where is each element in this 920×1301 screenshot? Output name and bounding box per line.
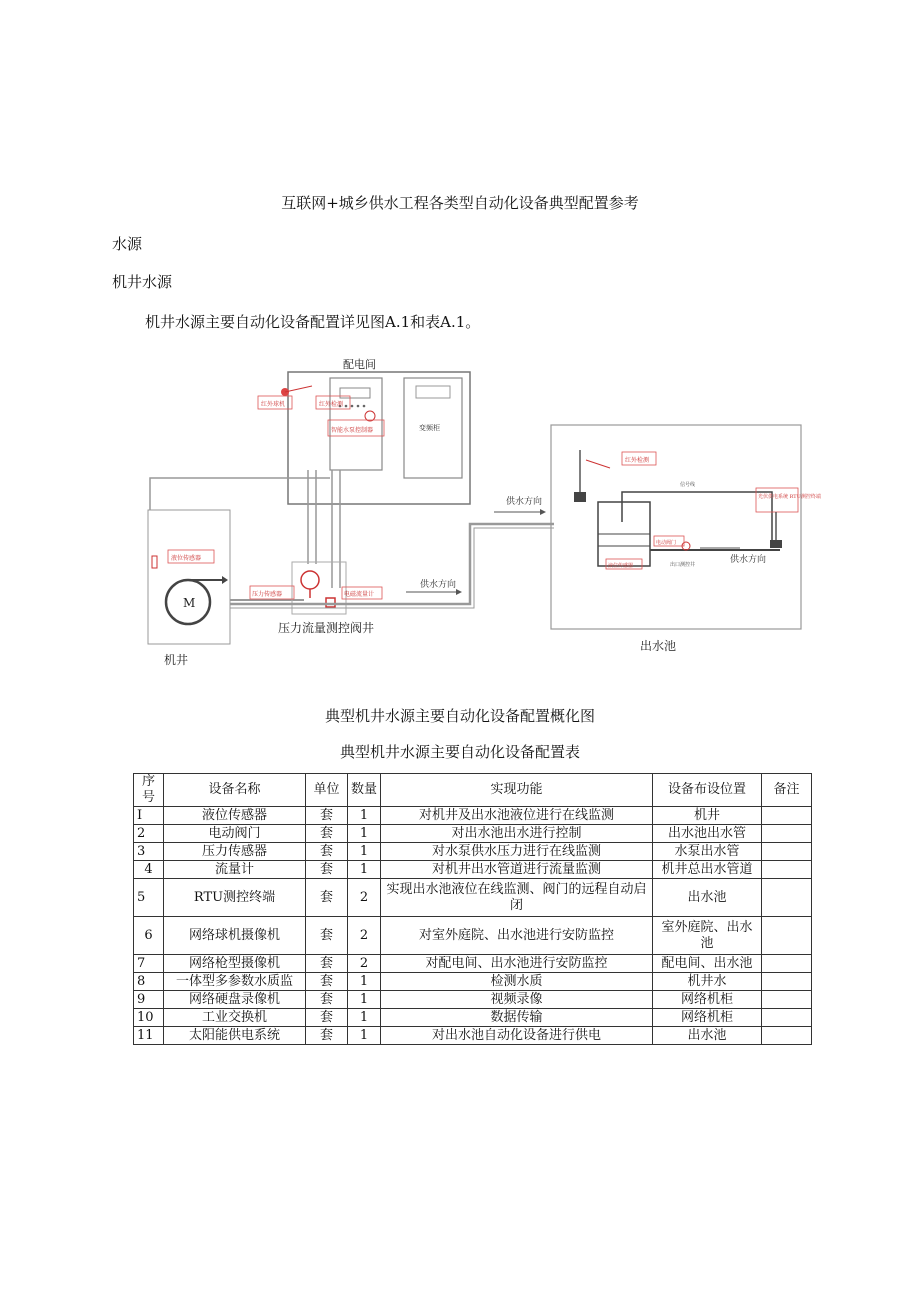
table-cell: 套 bbox=[306, 973, 348, 991]
table-cell bbox=[762, 917, 812, 955]
table-cell: 2 bbox=[348, 955, 381, 973]
table-cell: 出水池 bbox=[653, 879, 762, 917]
table-row bbox=[134, 807, 812, 825]
table-cell: 套 bbox=[306, 1009, 348, 1027]
table-cell: 2 bbox=[348, 879, 381, 917]
table-cell: 液位传感器 bbox=[164, 807, 306, 825]
table-cell: 对室外庭院、出水池进行安防监控 bbox=[381, 917, 653, 955]
table-cell: 对出水池出水进行控制 bbox=[381, 825, 653, 843]
table-row bbox=[134, 879, 812, 917]
table-cell: RTU测控终端 bbox=[164, 879, 306, 917]
header-cell: 设备布设位置 bbox=[653, 774, 762, 807]
table-cell: 1 bbox=[348, 973, 381, 991]
pool-valve-label: 电动阀门 bbox=[656, 540, 677, 546]
header-cell: 数量 bbox=[348, 774, 381, 807]
table-cell bbox=[762, 825, 812, 843]
table-cell: 视频录像 bbox=[381, 991, 653, 1009]
document-title: 互联网+城乡供水工程各类型自动化设备典型配置参考 bbox=[281, 194, 639, 212]
table-row bbox=[134, 917, 812, 955]
row-index: 4 bbox=[134, 861, 164, 879]
table-cell: 实现出水池液位在线监测、阀门的远程自动启闭 bbox=[381, 879, 653, 917]
header-cell: 序号 bbox=[134, 774, 164, 807]
table-cell: 2 bbox=[348, 917, 381, 955]
table-cell: 1 bbox=[348, 1027, 381, 1045]
table-cell: 压力传感器 bbox=[164, 843, 306, 861]
table-cell: 出水池 bbox=[653, 1027, 762, 1045]
table-cell: 对配电间、出水池进行安防监控 bbox=[381, 955, 653, 973]
table-row bbox=[134, 861, 812, 879]
flow-direction-3: 供水方向 bbox=[730, 555, 767, 565]
row-index: 5 bbox=[134, 879, 164, 917]
table-header-row bbox=[134, 774, 812, 807]
header-cell: 设备名称 bbox=[164, 774, 306, 807]
table-cell: 机井总出水管道 bbox=[653, 861, 762, 879]
table-cell: 套 bbox=[306, 825, 348, 843]
row-index: 6 bbox=[134, 917, 164, 955]
flow-direction-1: 供水方向 bbox=[420, 580, 457, 590]
table-cell: 网络枪型摄像机 bbox=[164, 955, 306, 973]
table-cell: 水泵出水管 bbox=[653, 843, 762, 861]
table-cell: 1 bbox=[348, 991, 381, 1009]
row-index: 2 bbox=[134, 825, 164, 843]
table-cell: 数据传输 bbox=[381, 1009, 653, 1027]
table-cell: 1 bbox=[348, 825, 381, 843]
table-cell bbox=[762, 991, 812, 1009]
table-cell: 对机井及出水池液位进行在线监测 bbox=[381, 807, 653, 825]
row-index: 3 bbox=[134, 843, 164, 861]
figure-caption: 典型机井水源主要自动化设备配置概化图 bbox=[324, 707, 595, 725]
table-cell bbox=[762, 843, 812, 861]
table-cell: 套 bbox=[306, 917, 348, 955]
flow-meter-label: 电磁流量计 bbox=[344, 591, 375, 598]
table-cell: 1 bbox=[348, 843, 381, 861]
table-cell bbox=[762, 1009, 812, 1027]
table-cell: 室外庭院、出水池 bbox=[653, 917, 762, 955]
header-cell: 实现功能 bbox=[381, 774, 653, 807]
cabinet-label: 变频柜 bbox=[419, 424, 440, 432]
table-cell: 套 bbox=[306, 991, 348, 1009]
table-cell: 套 bbox=[306, 807, 348, 825]
table-cell: 机井 bbox=[653, 807, 762, 825]
table-row bbox=[134, 825, 812, 843]
table-row bbox=[134, 1027, 812, 1045]
table-cell: 套 bbox=[306, 879, 348, 917]
flow-meter-icon bbox=[326, 598, 335, 607]
flow-direction-2: 供水方向 bbox=[506, 497, 543, 507]
table-cell: 套 bbox=[306, 1027, 348, 1045]
well-label: 机井 bbox=[164, 653, 189, 667]
well-source-diagram bbox=[140, 352, 821, 672]
row-index: 10 bbox=[134, 1009, 164, 1027]
table-cell: 工业交换机 bbox=[164, 1009, 306, 1027]
pool-cam-label: 光伏供电系统 RTU测控终端 bbox=[758, 494, 821, 500]
table-cell: 一体型多参数水质监 bbox=[164, 973, 306, 991]
table-caption: 典型机井水源主要自动化设备配置表 bbox=[339, 743, 580, 761]
header-cell: 单位 bbox=[306, 774, 348, 807]
table-cell: 配电间、出水池 bbox=[653, 955, 762, 973]
table-cell: 检测水质 bbox=[381, 973, 653, 991]
table-cell: 对出水池自动化设备进行供电 bbox=[381, 1027, 653, 1045]
pool-ir-label: 红外检测 bbox=[625, 457, 650, 464]
table-cell bbox=[762, 861, 812, 879]
table-cell: 网络球机摄像机 bbox=[164, 917, 306, 955]
intro-paragraph: 机井水源主要自动化设备配置详见图A.1和表A.1。 bbox=[145, 313, 481, 331]
table-cell: 网络机柜 bbox=[653, 1009, 762, 1027]
row-index: 9 bbox=[134, 991, 164, 1009]
table-row bbox=[134, 1009, 812, 1027]
pool-camera-icon bbox=[574, 492, 586, 502]
pool-area bbox=[551, 425, 801, 629]
equipment-table bbox=[133, 773, 812, 1045]
table-cell bbox=[762, 955, 812, 973]
pressure-sensor-label: 压力传感器 bbox=[252, 591, 283, 598]
ir-right-label: 红外检测 bbox=[319, 401, 344, 408]
heading-well-source: 机井水源 bbox=[112, 273, 173, 291]
table-cell: 网络硬盘录像机 bbox=[164, 991, 306, 1009]
table-row bbox=[134, 973, 812, 991]
valve-well bbox=[292, 562, 346, 614]
table-cell: 流量计 bbox=[164, 861, 306, 879]
table-cell: 机井水 bbox=[653, 973, 762, 991]
ir-left-label: 红外球机 bbox=[261, 401, 286, 408]
row-index: 7 bbox=[134, 955, 164, 973]
pool-label: 出水池 bbox=[640, 639, 677, 653]
table-cell: 1 bbox=[348, 1009, 381, 1027]
pool-pipe-label: 信号线 bbox=[680, 482, 696, 488]
table-cell: 对水泵供水压力进行在线监测 bbox=[381, 843, 653, 861]
table-cell: 套 bbox=[306, 843, 348, 861]
table-cell: 对机井出水管道进行流量监测 bbox=[381, 861, 653, 879]
heading-water-source: 水源 bbox=[112, 235, 143, 253]
table-cell: 电动阀门 bbox=[164, 825, 306, 843]
table-cell bbox=[762, 973, 812, 991]
level-sensor-label: 液位传感器 bbox=[171, 555, 202, 562]
row-index: 8 bbox=[134, 973, 164, 991]
table-cell: 1 bbox=[348, 861, 381, 879]
row-index: 11 bbox=[134, 1027, 164, 1045]
valve-well-label: 压力流量测控阀井 bbox=[278, 621, 375, 635]
table-cell: 网络机柜 bbox=[653, 991, 762, 1009]
pool-level-label: 液位传感器 bbox=[608, 563, 634, 569]
table-cell bbox=[762, 807, 812, 825]
controller-knob-icon bbox=[365, 411, 375, 421]
row-index: I bbox=[134, 807, 164, 825]
table-cell bbox=[762, 1027, 812, 1045]
pump-controller bbox=[330, 378, 382, 470]
table-cell: 套 bbox=[306, 861, 348, 879]
table-row bbox=[134, 991, 812, 1009]
pool-outlet-label: 出口测控井 bbox=[670, 562, 696, 568]
table-cell: 1 bbox=[348, 807, 381, 825]
room-label: 配电间 bbox=[343, 358, 376, 371]
table-row bbox=[134, 843, 812, 861]
table-cell: 太阳能供电系统 bbox=[164, 1027, 306, 1045]
controller-label: 智能水泵控制器 bbox=[331, 427, 374, 434]
table-cell bbox=[762, 879, 812, 917]
table-row bbox=[134, 955, 812, 973]
motor-label: M bbox=[183, 596, 196, 610]
table-cell: 出水池出水管 bbox=[653, 825, 762, 843]
header-cell: 备注 bbox=[762, 774, 812, 807]
table-cell: 套 bbox=[306, 955, 348, 973]
pressure-gauge-icon bbox=[301, 571, 319, 589]
